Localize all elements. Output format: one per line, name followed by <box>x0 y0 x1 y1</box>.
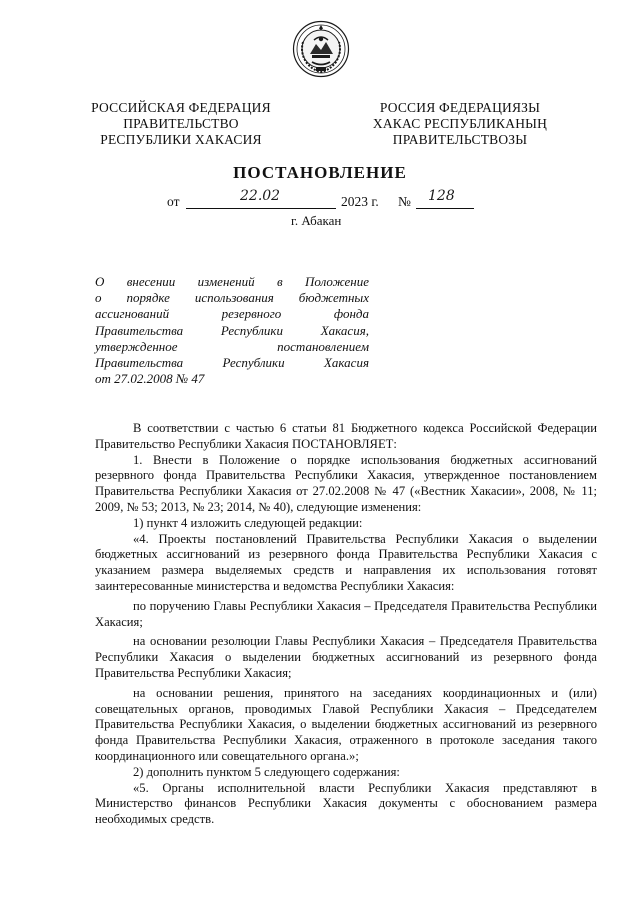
year-label: 2023 г. <box>341 194 379 209</box>
coat-of-arms-emblem <box>292 20 350 78</box>
document-body <box>95 421 597 828</box>
subject-line: утвержденное постановлением <box>95 338 369 354</box>
subject-line: О внесении изменений в Положение <box>95 274 369 289</box>
body-paragraph: В соответствии с частью 6 статьи 81 Бюджетного кодекса Российской Федерации Правительство Республики Хакасия ПОСТАНОВЛЯЕТ: <box>95 421 597 451</box>
body-paragraph: 1. Внести в Положение о порядке использования бюджетных ассигнований резервного фонда Правительства Республики Хакасия, утвержденное постановлением Правительства Республики Хакасия от 27.02.2008 № 47 («Вестник Хакасии», 2008, № 11; 2009, № 53; 2013, № 23; 2014, № 40), следующие изменения: <box>95 452 597 514</box>
city-label: г. Абакан <box>291 213 342 228</box>
body-paragraph: 2) дополнить пунктом 5 следующего содержания: <box>133 764 400 779</box>
header-right-line: РОССИЯ ФЕДЕРАЦИЯЗЫ <box>379 100 541 115</box>
document-title: ПОСТАНОВЛЕНИЕ <box>233 163 407 182</box>
from-label: от <box>167 194 180 209</box>
body-paragraph: на основании решения, принятого на заседаниях координационных и (или) совещательных органов, проводимых Главой Республики Хакасия – Председателем Правительства Республики Хакасия, о выделении бюджетных ассигнований из резервного фонда Правительства Республики Хакасия, отраженного в протоколе заседания такого координационного или совещательного органа.»; <box>95 685 597 763</box>
header-left-line: РОССИЙСКАЯ ФЕДЕРАЦИЯ <box>91 100 271 115</box>
body-paragraph: 1) пункт 4 изложить следующей редакции: <box>133 515 363 530</box>
date-handwritten: 22.02 <box>240 188 281 204</box>
header-right-khakas <box>365 100 555 148</box>
subject-line: Правительства Республики Хакасия, <box>95 322 369 338</box>
header-left-russian <box>81 100 281 148</box>
body-paragraph: на основании резолюции Главы Республики Хакасия – Председателя Правительства Республики Хакасия о выделении бюджетных ассигнований из резервного фонда Правительства Республики Хакасия; <box>95 634 597 680</box>
subject-line: Правительства Республики Хакасия <box>95 355 369 371</box>
subject-line: от 27.02.2008 № 47 <box>95 371 205 387</box>
body-paragraph: «5. Органы исполнительной власти Республики Хакасия представляют в Министерство финансов Республики Хакасия документы с обоснованием размера необходимых средств. <box>95 780 597 827</box>
header-right-line: ХАКАС РЕСПУБЛИКАНЫҢ <box>372 116 548 131</box>
body-paragraph: по поручению Главы Республики Хакасия – Председателя Правительства Республики Хакасия; <box>95 598 597 629</box>
body-paragraph: «4. Проекты постановлений Правительства Республики Хакасия о выделении бюджетных ассигнований из резервного фонда Правительства Республики Хакасия с указанием размера выделяемых средств и направления их использования готовят заинтересованные министерства и ведомства Республики Хакасия: <box>95 531 597 593</box>
number-handwritten: 128 <box>428 188 455 204</box>
subject-line: о порядке использования бюджетных <box>95 290 369 306</box>
header-left-line: РЕСПУБЛИКИ ХАКАСИЯ <box>100 132 262 147</box>
date-number-row <box>0 188 640 214</box>
header-right-line: ПРАВИТЕЛЬСТВОЗЫ <box>392 132 528 147</box>
number-label: № <box>398 194 411 209</box>
subject-line: ассигнований резервного фонда <box>95 306 369 322</box>
document-subject <box>95 274 369 387</box>
header-left-line: ПРАВИТЕЛЬСТВО <box>123 116 239 131</box>
